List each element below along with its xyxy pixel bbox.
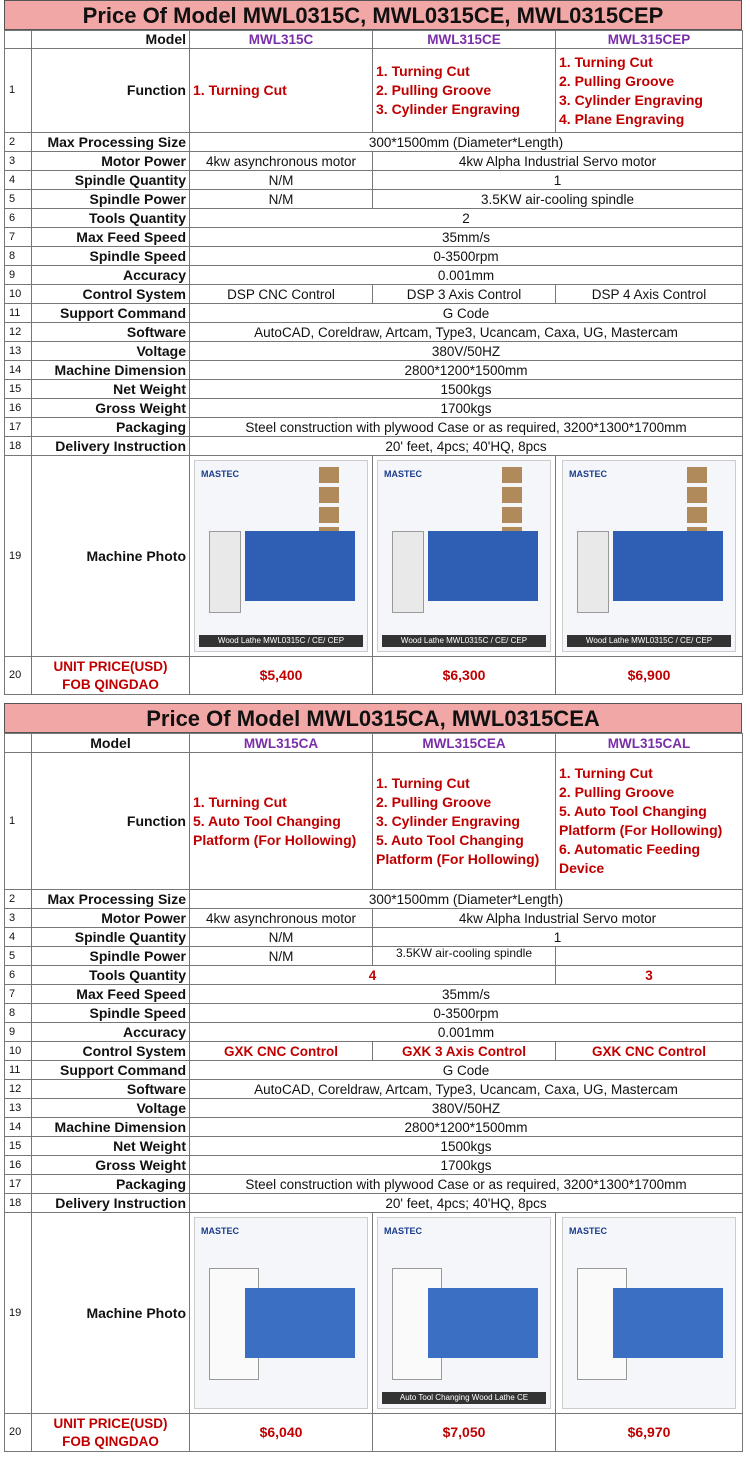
function-cell: 1. Turning Cut bbox=[190, 49, 373, 133]
function-cell: 1. Turning Cut 2. Pulling Groove 3. Cylinder Engraving bbox=[373, 49, 556, 133]
machine-photo: MASTEC Wood Lathe MWL0315C / CE/ CEP bbox=[377, 460, 551, 652]
function-label: Function bbox=[32, 753, 190, 890]
price-sheet bbox=[4, 0, 742, 1452]
machine-photo-label: Machine Photo bbox=[32, 1213, 190, 1414]
model-label: Model bbox=[32, 734, 190, 753]
function-cell: 1. Turning Cut 2. Pulling Groove 3. Cylinder Engraving 4. Plane Engraving bbox=[556, 49, 743, 133]
model-name: MWL315CEA bbox=[373, 734, 556, 753]
section2-title: Price Of Model MWL0315CA, MWL0315CEA bbox=[4, 703, 742, 733]
unit-price: $6,040 bbox=[190, 1414, 373, 1452]
model-name: MWL315CA bbox=[190, 734, 373, 753]
machine-photo: MASTEC bbox=[194, 1217, 368, 1409]
machine-photo: MASTEC Wood Lathe MWL0315C / CE/ CEP bbox=[562, 460, 736, 652]
machine-photo: MASTEC bbox=[562, 1217, 736, 1409]
unit-price: $7,050 bbox=[373, 1414, 556, 1452]
function-cell: 1. Turning Cut 2. Pulling Groove 5. Auto Tool Changing Platform (For Hollowing) 6. Automatic Feeding Device bbox=[556, 753, 743, 890]
unit-price: $6,970 bbox=[556, 1414, 743, 1452]
machine-photo-label: Machine Photo bbox=[32, 456, 190, 657]
unit-price: $6,900 bbox=[556, 657, 743, 695]
model-name: MWL315CE bbox=[373, 31, 556, 49]
section1-table: Model MWL315C MWL315CE MWL315CEP 1 Function 1. Turning Cut 1. Turning Cut 2. Pulling Groove 3. Cylinder Engraving 1. Turning Cut 2. Pulling Groove 3. Cylinder Engraving 4. Plane Engraving 2 Max Processing Size 300*1500mm (Diameter*Length) 3 Motor Power 4kw asynchronous motor 4kw Alpha Industrial Servo motor 4 Spindle Quantity N/M 1 5 Spindle Power N/M 3.5KW air-cooling spindle 6 Tools Quantity 2 7 Max Feed Speed 35mm/s 8 Spindle Speed 0-3500rpm 9 Accuracy 0.001mm 10 Control System DSP CNC Control DSP 3 Axis Control DSP 4 Axis Control 11 Support Command G Code 12 Software AutoCAD, Coreldraw, Artcam, Type3, Ucancam, Caxa, UG, Mastercam 13 Voltage 380V/50HZ 14 Machine Dimension 2800*1200*1500mm 15 Net Weight 1500kgs 16 Gross Weight 1700kgs 17 Packaging Steel construction with plywood Case or as required, 3200*1300*1700mm 18 Delivery Instruction 20' feet, 4pcs; 40'HQ, 8pcs 19 Machine Photo MASTEC Wood Lathe MWL0315C / CE/ CEP MASTEC Wood Lathe MWL0315C / CE/ CEP MASTEC Wood Lathe MWL0315C / CE/ CEP 20 UNIT PRICE(USD) FOB QINGDAO $5,400 $6,300 $6,900 bbox=[4, 30, 743, 695]
model-label: Model bbox=[32, 31, 190, 49]
unit-price: $6,300 bbox=[373, 657, 556, 695]
machine-photo: MASTEC Wood Lathe MWL0315C / CE/ CEP bbox=[194, 460, 368, 652]
unit-price-label: UNIT PRICE(USD) FOB QINGDAO bbox=[32, 1414, 190, 1452]
model-name: MWL315CAL bbox=[556, 734, 743, 753]
unit-price: $5,400 bbox=[190, 657, 373, 695]
unit-price-label: UNIT PRICE(USD) FOB QINGDAO bbox=[32, 657, 190, 695]
model-name: MWL315C bbox=[190, 31, 373, 49]
model-name: MWL315CEP bbox=[556, 31, 743, 49]
function-cell: 1. Turning Cut 5. Auto Tool Changing Platform (For Hollowing) bbox=[190, 753, 373, 890]
row-number: 1 bbox=[5, 49, 32, 133]
function-cell: 1. Turning Cut 2. Pulling Groove 3. Cylinder Engraving 5. Auto Tool Changing Platform (For Hollowing) bbox=[373, 753, 556, 890]
machine-photo: MASTEC Auto Tool Changing Wood Lathe CE bbox=[377, 1217, 551, 1409]
section2-table: Model MWL315CA MWL315CEA MWL315CAL 1 Function 1. Turning Cut 5. Auto Tool Changing Platform (For Hollowing) 1. Turning Cut 2. Pulling Groove 3. Cylinder Engraving 5. Auto Tool Changing Platform (For Hollowing) 1. Turning Cut 2. Pulling Groove 5. Auto Tool Changing Platform (For Hollowing) 6. Automatic Feeding Device 2 Max Processing Size 300*1500mm (Diameter*Length) 3 Motor Power 4kw asynchronous motor 4kw Alpha Industrial Servo motor 4 Spindle Quantity N/M 1 5 Spindle Power N/M 3.5KW air-cooling spindle 6 Tools Quantity 4 3 7 Max Feed Speed 35mm/s 8 Spindle Speed 0-3500rpm 9 Accuracy 0.001mm 10 Control System GXK CNC Control GXK 3 Axis Control GXK CNC Control 11 Support Command G Code 12 Software AutoCAD, Coreldraw, Artcam, Type3, Ucancam, Caxa, UG, Mastercam 13 Voltage 380V/50HZ 14 Machine Dimension 2800*1200*1500mm 15 Net Weight 1500kgs 16 Gross Weight 1700kgs 17 Packaging Steel construction with plywood Case or as required, 3200*1300*1700mm 18 Delivery Instruction 20' feet, 4pcs; 40'HQ, 8pcs 19 Machine Photo MASTEC MASTEC Auto Tool Changing Wood Lathe CE MASTEC 20 UNIT PRICE(USD) FOB QINGDAO $6,040 $7,050 $6,970 bbox=[4, 733, 743, 1452]
section1-title: Price Of Model MWL0315C, MWL0315CE, MWL0315CEP bbox=[4, 0, 742, 30]
function-label: Function bbox=[32, 49, 190, 133]
